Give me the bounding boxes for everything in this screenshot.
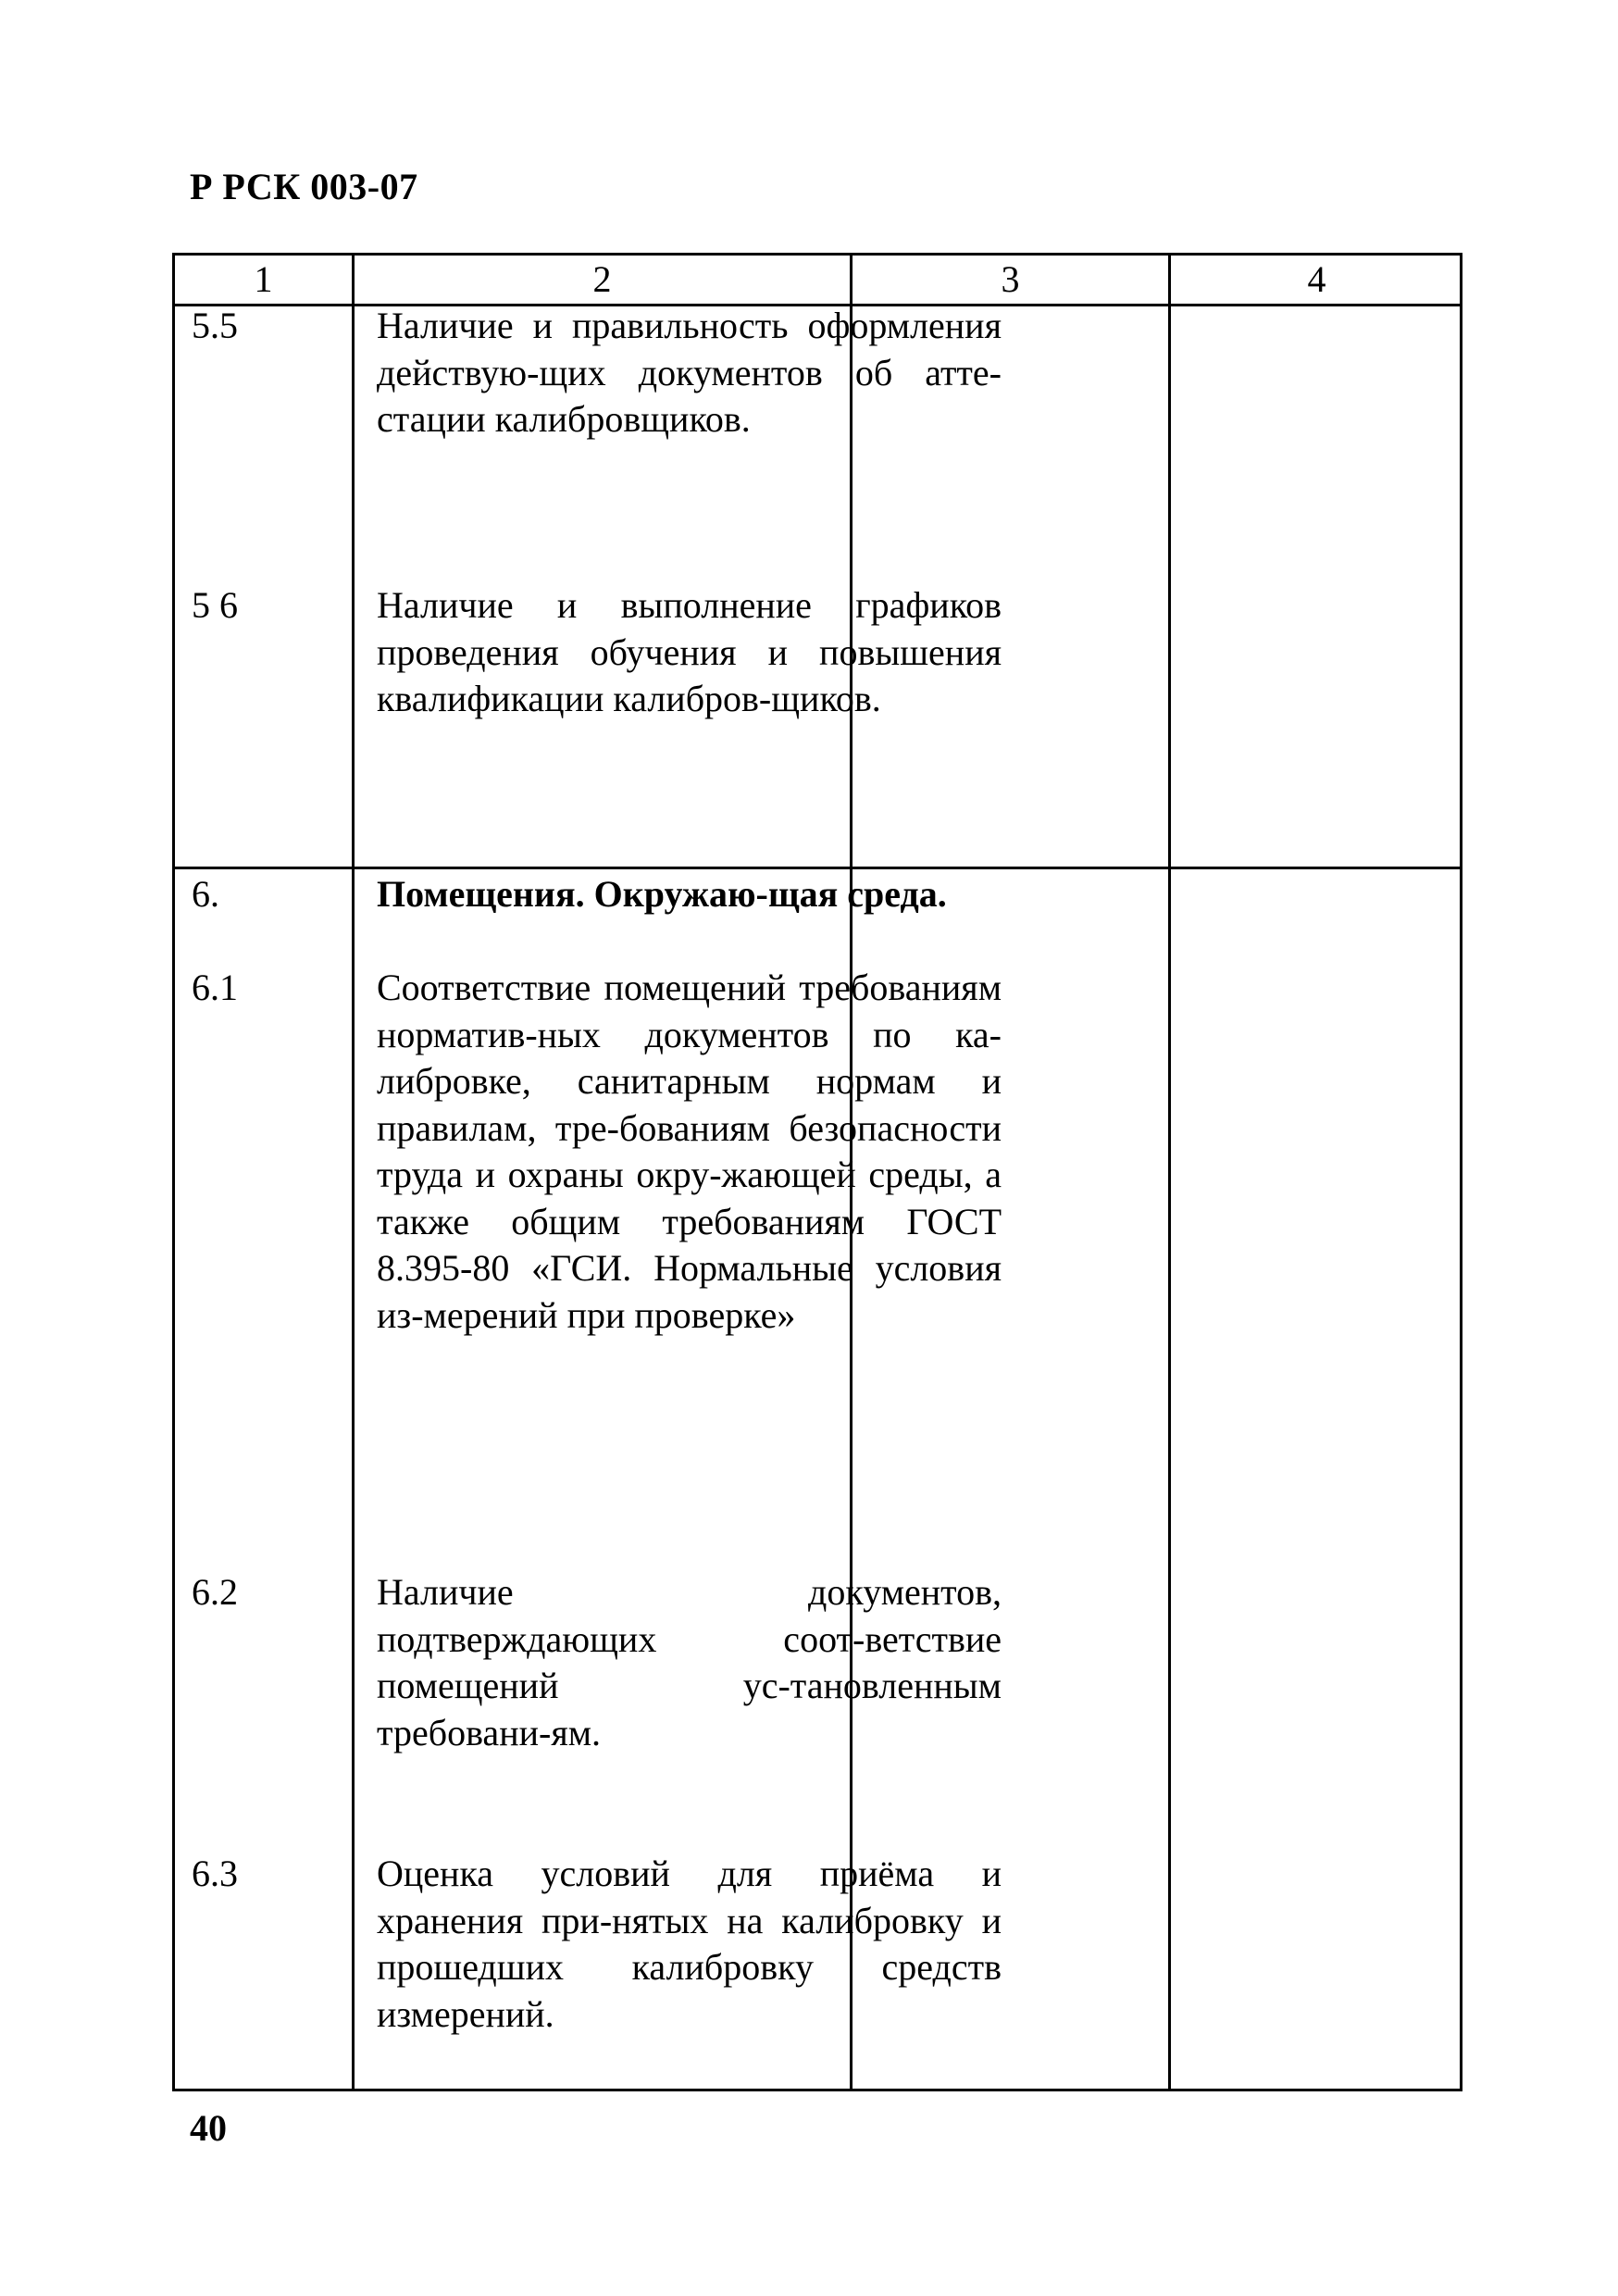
item-description: Соответствие помещений требованиям норматив-ных документов по ка-либровке, санитарным нормам и правилам, тре-бованиям безопасности труда и охраны окру-жающей среды, а также общим требованиям ГОСТ 8.395-80 «ГСИ. Нормальные условия из-мерений при проверке» — [377, 967, 1002, 1336]
item-description: Наличие и выполнение графиков проведения обучения и повышения квалификации калибров-щиков. — [377, 584, 1002, 719]
item-number: 6.1 — [192, 967, 238, 1008]
column-header-1: 1 — [254, 258, 273, 300]
column-header-2: 2 — [592, 258, 612, 300]
section-number: 6. — [192, 873, 219, 915]
item-description: Наличие документов, подтверждающих соот-ветствие помещений ус-тановленным требовани-ям. — [377, 1571, 1002, 1753]
item-number: 6.2 — [192, 1571, 238, 1613]
item-description: Наличие и правильность оформления действую-щих документов об атте-стации калибровщиков. — [377, 305, 1002, 440]
item-number: 6.3 — [192, 1853, 238, 1894]
section-heading: Помещения. Окружаю-щая среда. — [377, 873, 947, 915]
item-number: 5 6 — [192, 584, 238, 626]
page-number: 40 — [190, 2107, 227, 2149]
item-description: Оценка условий для приёма и хранения при-нятых на калибровку и прошедших калибровку средств измерений. — [377, 1853, 1002, 2035]
column-header-4: 4 — [1307, 258, 1326, 300]
document-code: Р РСК 003-07 — [190, 166, 418, 207]
checklist-table — [172, 253, 1462, 2091]
section-divider — [175, 867, 1460, 869]
column-divider-1 — [352, 256, 355, 2089]
column-header-3: 3 — [1001, 258, 1020, 300]
column-divider-3 — [1168, 256, 1171, 2089]
item-number: 5.5 — [192, 305, 238, 346]
